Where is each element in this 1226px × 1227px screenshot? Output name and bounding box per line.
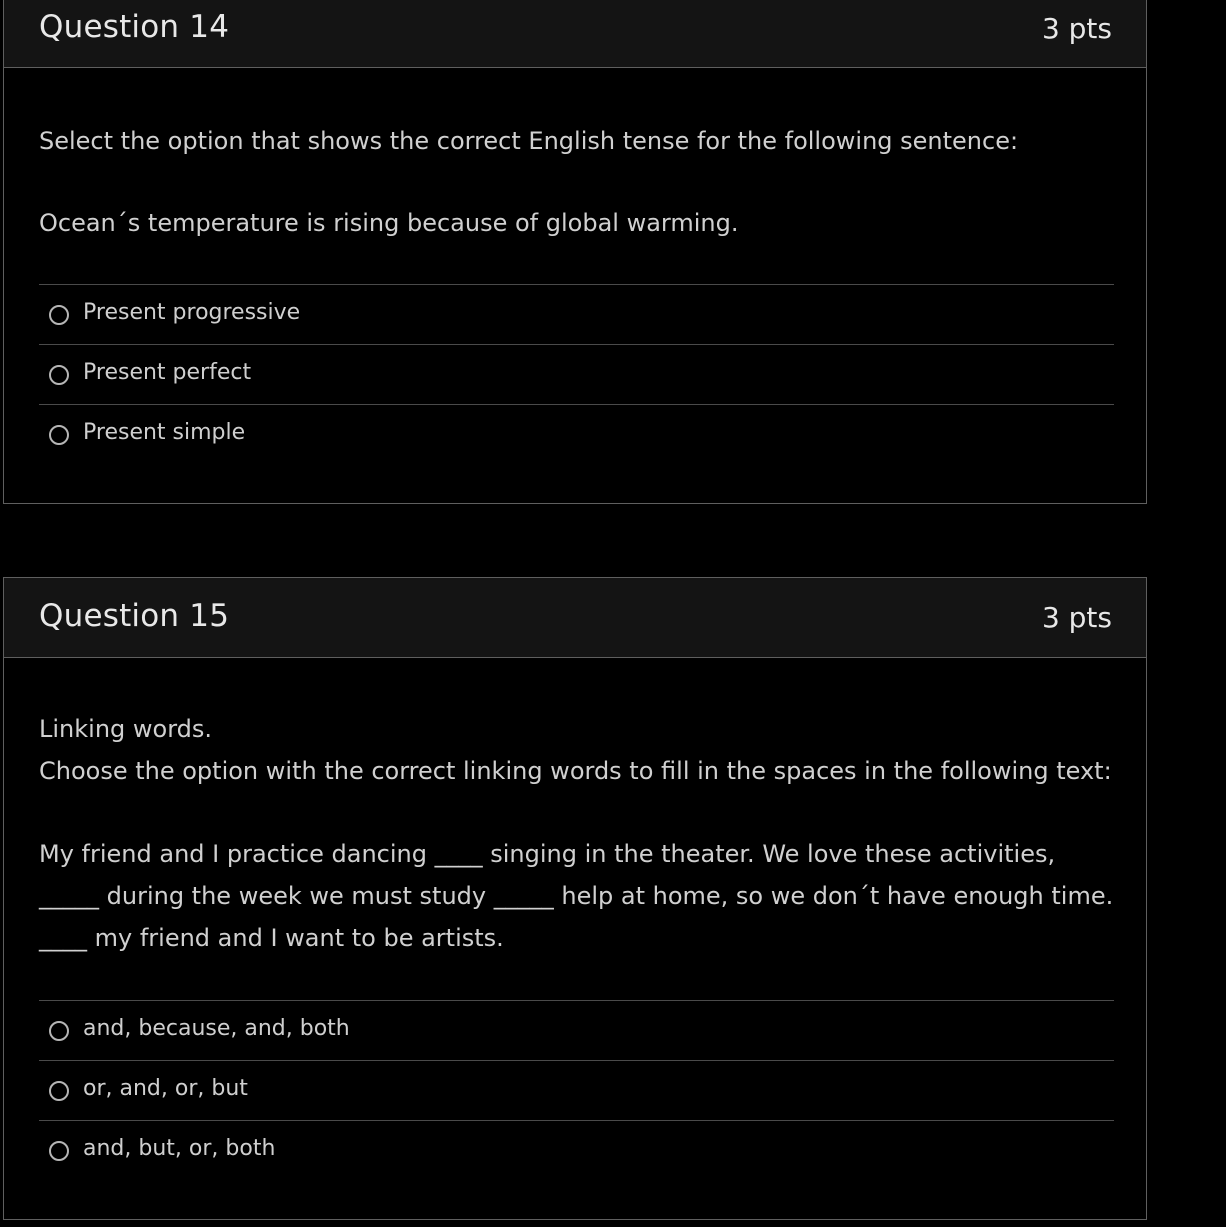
answer-label[interactable]: or, and, or, but bbox=[83, 1076, 248, 1101]
answer-label[interactable]: Present progressive bbox=[83, 300, 301, 325]
radio-button[interactable] bbox=[49, 1081, 69, 1101]
radio-button[interactable] bbox=[49, 1021, 69, 1041]
question-14-card bbox=[3, 0, 1147, 504]
answer-option[interactable] bbox=[39, 405, 1114, 465]
answer-label[interactable]: and, but, or, both bbox=[83, 1136, 276, 1161]
question-header bbox=[4, 578, 1146, 658]
question-prompt: Choose the option with the correct linking words to fill in the spaces in the following text: bbox=[39, 757, 1112, 785]
question-points: 3 pts bbox=[1041, 12, 1112, 45]
answer-option[interactable] bbox=[39, 1061, 1114, 1121]
answer-option[interactable] bbox=[39, 345, 1114, 405]
passage-line: My friend and I practice dancing ____ singing in the theater. We love these activities, bbox=[39, 840, 1056, 868]
answer-list bbox=[39, 284, 1114, 465]
answer-option[interactable] bbox=[39, 1001, 1114, 1061]
passage-line: _____ during the week we must study _____ help at home, so we don´t have enough time. bbox=[39, 882, 1114, 910]
question-title: Question 14 bbox=[39, 9, 230, 45]
question-15-card bbox=[3, 577, 1147, 1220]
answer-option[interactable] bbox=[39, 285, 1114, 345]
question-header bbox=[4, 0, 1146, 68]
radio-button[interactable] bbox=[49, 1141, 69, 1161]
radio-button[interactable] bbox=[49, 425, 69, 445]
question-heading: Linking words. bbox=[39, 715, 213, 743]
answer-label[interactable]: and, because, and, both bbox=[83, 1016, 350, 1041]
answer-option[interactable] bbox=[39, 1121, 1114, 1181]
radio-button[interactable] bbox=[49, 365, 69, 385]
question-title: Question 15 bbox=[39, 598, 230, 634]
question-prompt: Select the option that shows the correct English tense for the following sentence: bbox=[39, 127, 1019, 155]
answer-label[interactable]: Present simple bbox=[83, 420, 246, 445]
question-sentence: Ocean´s temperature is rising because of global warming. bbox=[39, 209, 739, 237]
answer-list bbox=[39, 1000, 1114, 1181]
answer-label[interactable]: Present perfect bbox=[83, 360, 252, 385]
question-points: 3 pts bbox=[1041, 601, 1112, 634]
radio-button[interactable] bbox=[49, 305, 69, 325]
passage-line: ____ my friend and I want to be artists. bbox=[39, 924, 504, 952]
